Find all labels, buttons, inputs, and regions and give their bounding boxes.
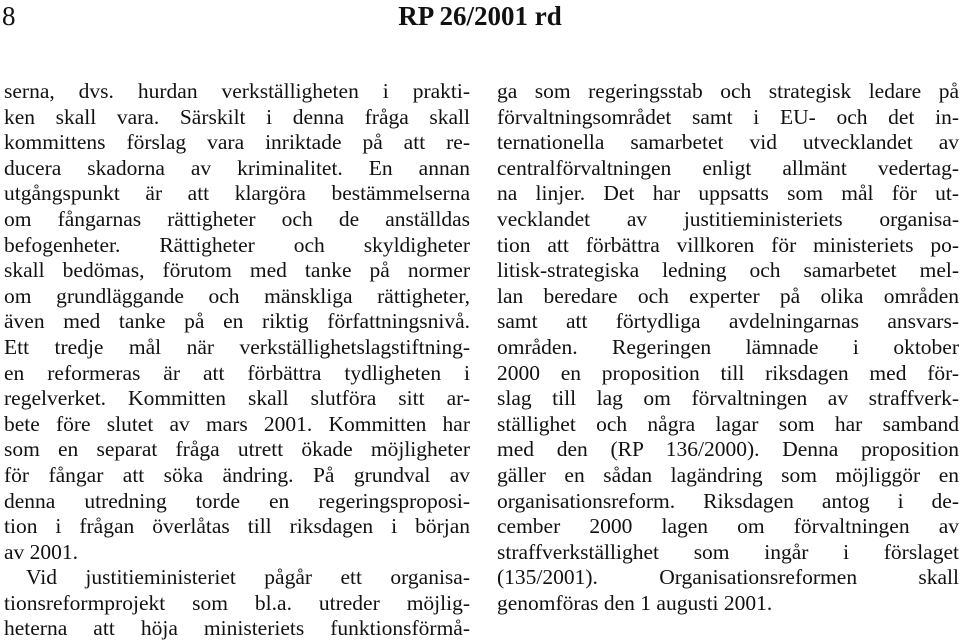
text-line: genomföras den 1 augusti 2001. (497, 590, 773, 615)
text-line: vecklandet av justitieministeriets organisa- (497, 206, 959, 231)
text-line: slag till lag om förvaltningen av straffverk- (497, 386, 959, 411)
text-line: centralförvaltningen enligt allmänt vedertag- (497, 155, 959, 180)
text-line: av 2001. (4, 539, 79, 564)
text-line: cember 2000 lagen om förvaltningen av (497, 514, 959, 539)
text-line: na linjer. Det har uppsatts som mål för ut- (497, 181, 959, 206)
text-line: 2000 en proposition till riksdagen med för- (497, 360, 959, 385)
text-line: lan beredare och experter på olika områden (497, 283, 959, 308)
text-line: Vid justitieministeriet pågår ett organisa- (26, 565, 470, 590)
text-line: Ett tredje mål när verkställighetslagstiftning- (4, 334, 470, 359)
text-line: tion i frågan överlåtas till riksdagen i början (4, 514, 470, 539)
text-line: med den (RP 136/2000). Denna proposition (497, 437, 959, 462)
text-line: områden. Regeringen lämnade i oktober (497, 334, 959, 359)
right-text-column (497, 79, 959, 616)
text-line: bete före slutet av mars 2001. Kommitten har (4, 411, 470, 436)
text-line: om grundläggande och mänskliga rättigheter, (4, 283, 470, 308)
text-line: en reformeras är att förbättra tydligheten i (4, 360, 470, 385)
text-line: tion att förbättra villkoren för ministeriets po- (497, 232, 959, 257)
text-line: tionsreformprojekt som bl.a. utreder möjlig- (4, 590, 470, 615)
text-line: regelverket. Kommitten skall slutföra sitt ar- (4, 386, 470, 411)
text-line: gäller en sådan lagändring som möjliggör en (497, 462, 959, 487)
text-line: (135/2001). Organisationsreformen skall (497, 565, 959, 590)
text-line: ga som regeringsstab och strategisk ledare på (497, 79, 959, 103)
text-line: straffverkställighet som ingår i förslaget (497, 539, 959, 564)
text-line: förvaltningsområdet samt i EU- och det in- (497, 104, 959, 129)
text-line: ducera skadorna av kriminalitet. En annan (4, 155, 470, 180)
text-line: även med tanke på en riktig författningsnivå. (4, 309, 470, 334)
text-line: samt att förtydliga avdelningarnas ansvars- (497, 309, 959, 334)
text-line: serna, dvs. hurdan verkställigheten i prakti- (4, 79, 470, 103)
text-line: litisk-strategiska ledning och samarbetet mel- (497, 258, 959, 283)
text-line: som en separat fråga utrett ökade möjligheter (4, 437, 470, 462)
text-line: om fångarnas rättigheter och de anställdas (4, 206, 470, 231)
text-line: ternationella samarbetet vid utvecklandet av (497, 130, 959, 155)
page-number: 8 (2, 1, 16, 31)
text-line: utgångspunkt är att klargöra bestämmelserna (4, 181, 470, 206)
text-line: skall bedömas, förutom med tanke på normer (4, 258, 470, 283)
text-line: för fångar att söka ändring. På grundval av (4, 462, 470, 487)
text-line: organisationsreform. Riksdagen antog i de- (497, 488, 959, 513)
document-identifier: RP 26/2001 rd (398, 1, 562, 31)
text-line: kommittens förslag vara inriktade på att re- (4, 130, 470, 155)
left-text-column (4, 79, 470, 642)
text-line: heterna att höja ministeriets funktionsförmå- (4, 616, 470, 641)
text-line: ställighet och några lagar som har samband (497, 411, 959, 436)
text-line: denna utredning torde en regeringsproposi- (4, 488, 470, 513)
text-line: ken skall vara. Särskilt i denna fråga skall (4, 104, 470, 129)
text-line: befogenheter. Rättigheter och skyldigheter (4, 232, 470, 257)
page-header (0, 0, 960, 36)
